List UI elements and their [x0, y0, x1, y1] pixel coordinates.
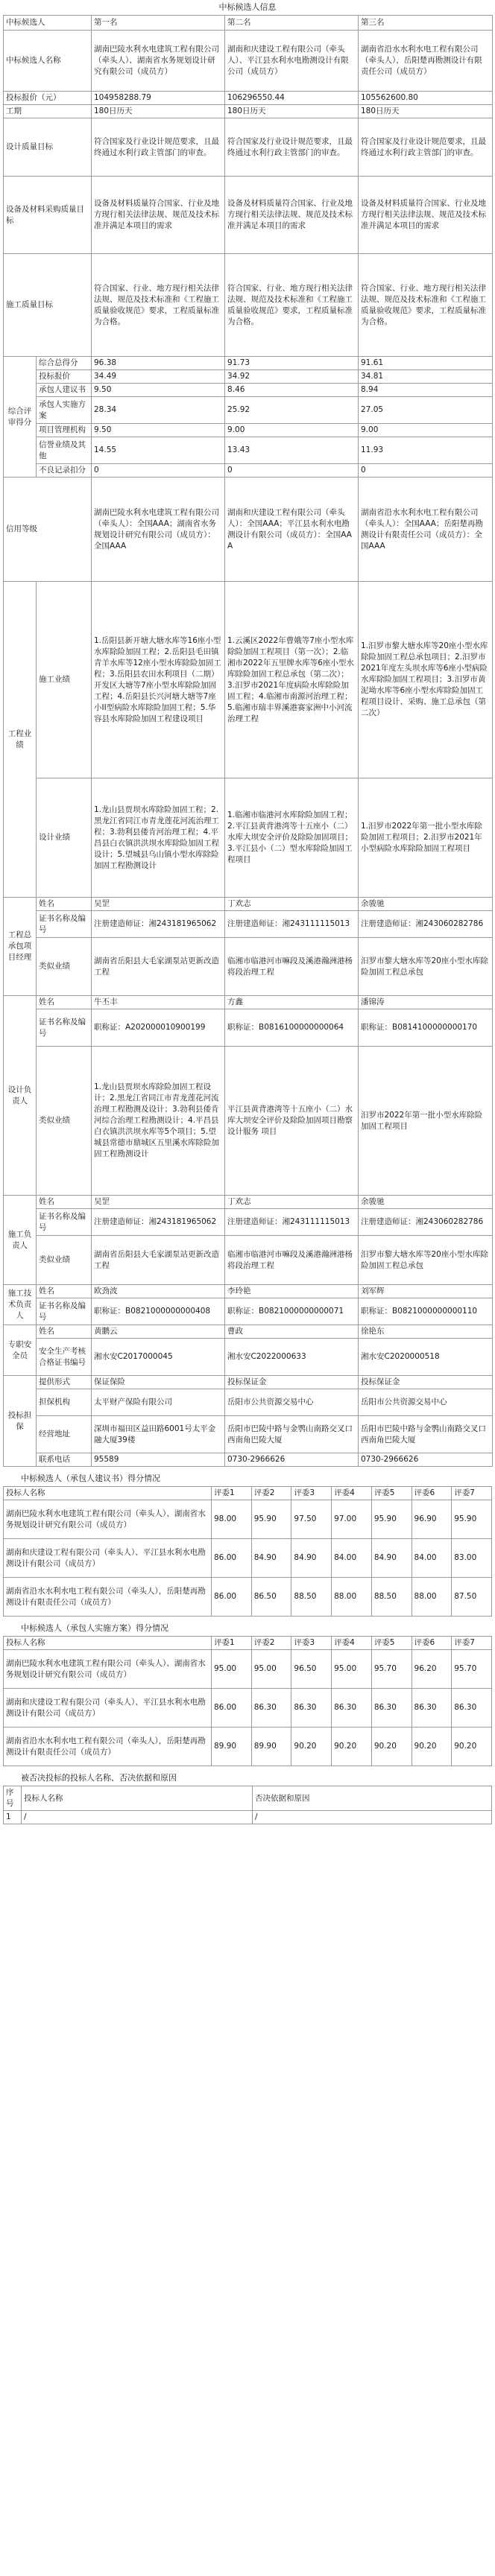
score-cell: 90.20 [371, 1728, 412, 1766]
score-cell: 90.20 [412, 1728, 452, 1766]
th: 评委5 [371, 1637, 412, 1650]
cell: 0 [359, 464, 493, 478]
score-row [4, 397, 493, 424]
cell: 1.龙山县贾坝水库除险加固工程设计；2.黑龙江省同江市青龙莲花河流治理工程勘测及设计；3.勃利县倭肯河综合治理工程勘测设计；4.平昌县白衣镇洪洪坝水库等5个项目；5.望城县常德市鼎城区五里溪水库除险加固工程勘测设计 [92, 1047, 225, 1196]
cell: 符合国家、行业、地方现行相关法律法规、规范及技术标准和《工程施工质量验收规范》要求，工程质量标准为合格。 [92, 254, 225, 357]
score-cell: 88.50 [371, 1578, 412, 1617]
cell: 设备及材料质量符合国家、行业及地方现行相关法律法规、规范及技术标准并满足本项目的需求 [225, 177, 359, 254]
pm-group-label: 工程总承包项目经理 [4, 898, 37, 996]
cell: 湖南省岳阳县大毛家湖泵站更新改造工程 [92, 938, 225, 996]
score-cell: 86.50 [251, 1578, 291, 1617]
score-row [4, 384, 493, 397]
pm-perf-label: 类似业绩 [37, 938, 92, 996]
cell: 注册建造师证：湘243181965062 [92, 1209, 225, 1236]
score-cell: 90.20 [332, 1728, 372, 1766]
cell: 注册建造师证：湘243181965062 [92, 911, 225, 938]
score-cell: 84.00 [332, 1539, 372, 1578]
bond-addr-row [4, 1416, 493, 1453]
score-cell: 86.00 [212, 1539, 252, 1578]
cell: 11.93 [359, 437, 493, 464]
cell: 黄鹏云 [92, 1325, 225, 1339]
cell: 投标保证金 [359, 1376, 493, 1389]
row-label: 投标报价（元） [4, 92, 92, 105]
cell: 1.云溪区2022年曹娥等7座小型水库除险加固工程项目（第一次）；2.临湘市2022年五里牌水库等6座小型水库除险加固工程总承包（第二次）；3.汨罗市2021年度病险水库除险加固工程；4.临湘市南源河治理工程；5.临湘市瑞丰界溪港赛家洲中小河流治理工程 [225, 582, 359, 778]
cell: 9.00 [359, 424, 493, 437]
cell: 汨罗市2022年第一批小型水库除险加固工程项目 [359, 1047, 493, 1196]
dl-cert-row [4, 1009, 493, 1047]
cell: 湘水安C2020000518 [359, 1339, 493, 1376]
cell: 职称证：B0821000000000071 [225, 1298, 359, 1325]
name-row [4, 31, 493, 92]
cell: 34.92 [225, 370, 359, 384]
tech-group-label: 施工技术负责人 [4, 1285, 37, 1325]
cell: 25.92 [225, 397, 359, 424]
score-cell: 90.20 [291, 1728, 332, 1766]
th: 否决依据和原因 [253, 1786, 492, 1811]
cell: 1.岳阳县新开塘大塘水库等16座小型水库除险加固工程；2.岳阳县毛田镇青羊水库等12座小型水库除险加固工程；3.岳阳县农田水利项目（二期）开发区大塘等7座小型水库除险加固工程；4.岳阳县长兴河塘大塘等7座小II型病险水库除险加固工程；5.华容县水库除险加固工程建设项目 [92, 582, 225, 778]
cell: 投标保证金 [225, 1376, 359, 1389]
cell: 潘锦涛 [359, 996, 493, 1009]
bond-tel-label: 联系电话 [37, 1453, 92, 1467]
reject-header-row [4, 1786, 492, 1811]
score-row [4, 357, 493, 370]
cell: 注册建造师证：湘243060282786 [359, 1209, 493, 1236]
row-label: 中标候选人名称 [4, 31, 92, 92]
header-c3: 第三名 [359, 16, 493, 31]
score-row [4, 370, 493, 384]
cell: 李玲艳 [225, 1285, 359, 1298]
safety-cert-label: 安全生产考核合格证书编号 [37, 1339, 92, 1376]
score-cell: 95.70 [371, 1650, 412, 1689]
score-label: 综合总得分 [37, 357, 92, 370]
row-label: 施工质量目标 [4, 254, 92, 357]
cell: 丁欢志 [225, 898, 359, 911]
score-cell: 84.90 [291, 1539, 332, 1578]
cell: 1.汨罗市黎大塘水库等20座小型水库除险加固工程总承包项目；2.汨罗市2021年度左头坝水库等6座小型病险水库除险加固工程项目；3.汨罗市黄泥坳水库等6座小型水库除险加固工程项目设计、采购、施工总承包（第二次） [359, 582, 493, 778]
score-cell: 86.30 [452, 1689, 492, 1728]
tech-cert-row [4, 1298, 493, 1325]
cell: 1.龙山县贾坝水库除险加固工程；2.黑龙江省同江市青龙莲花河流治理工程；3.勃利县倭肯河治理工程；4.平昌县白衣镇洪洪坝水库除险加固工程设计；5.望城县乌山镇小型水库除险加固工程勘测设计 [92, 778, 225, 898]
score-label: 承包人实施方案 [37, 397, 92, 424]
score-cell: 86.30 [332, 1689, 372, 1728]
score-cell: 89.90 [251, 1728, 291, 1766]
score-cell: 86.00 [212, 1578, 252, 1617]
score-cell: 90.20 [452, 1728, 492, 1766]
score2-header-row [4, 1637, 492, 1650]
th: 投标人名称 [4, 1637, 212, 1650]
period-row [4, 105, 493, 118]
main-caption: 中标候选人信息 [218, 2, 277, 12]
cell: 注册建造师证：湘243111115013 [225, 1209, 359, 1236]
score-row [4, 437, 493, 464]
cell: 8.94 [359, 384, 493, 397]
cell: 91.73 [225, 357, 359, 370]
cell: 湖南省沿水水利水电工程有限公司（牵头人）：全国AAA；岳阳楚再勘测设计有限责任公司（成员方）：全国AAA [359, 478, 493, 582]
score-cell: 84.90 [371, 1539, 412, 1578]
dl-name-row [4, 996, 493, 1009]
cell: 岳阳市公共资源交易中心 [225, 1389, 359, 1416]
perf-group-label: 工程业绩 [4, 582, 37, 898]
row-label: 设备及材料采购质量目标 [4, 177, 92, 254]
row-label: 信用等级 [4, 478, 92, 582]
cell: 职称证：A202000010900199 [92, 1009, 225, 1047]
row-label: 工期 [4, 105, 92, 118]
cell: 职称证：B0816100000000064 [225, 1009, 359, 1047]
score-cell: 86.30 [412, 1689, 452, 1728]
cell: 吴罡 [92, 1196, 225, 1209]
reject-reason: / [253, 1811, 492, 1824]
price-row [4, 92, 493, 105]
cell: 28.34 [92, 397, 225, 424]
cell: 0730-2966626 [359, 1453, 493, 1467]
th: 评委1 [212, 1487, 252, 1500]
cell: 丁欢志 [225, 1196, 359, 1209]
cell: 注册建造师证：湘243060282786 [359, 911, 493, 938]
bidder-name: 湖南和庆建设工程有限公司（牵头人）、平江县水利水电勘测设计有限公司（成员方） [4, 1539, 212, 1578]
score-cell: 88.00 [332, 1578, 372, 1617]
cell: 吴罡 [92, 898, 225, 911]
bidder-name: 湖南省沿水水利水电工程有限公司（牵头人），岳阳楚再勘测设计有限责任公司（成员方） [4, 1578, 212, 1617]
pm-name-row [4, 898, 493, 911]
score-cell: 88.50 [291, 1578, 332, 1617]
score2-row [4, 1650, 492, 1689]
safety-cert-row [4, 1339, 493, 1376]
cell: 符合国家及行业设计规范要求，且最终通过水利行政主管部门的审查。 [359, 118, 493, 177]
score-cell: 83.00 [452, 1539, 492, 1578]
cell: 0 [225, 464, 359, 478]
cell: 岳阳市巴陵中路与金鹗山南路交叉口西南角巴陵大厦 [225, 1416, 359, 1453]
cell: 太平财产保险有限公司 [92, 1389, 225, 1416]
score-cell: 98.00 [212, 1500, 252, 1539]
credit-row [4, 478, 493, 582]
th: 评委5 [371, 1487, 412, 1500]
header-c2: 第二名 [225, 16, 359, 31]
safety-group-label: 专职安全员 [4, 1325, 37, 1376]
score1-row [4, 1500, 492, 1539]
header-row [4, 16, 493, 31]
th: 评委7 [452, 1487, 492, 1500]
cell: 湖南和庆建设工程有限公司（牵头人）：全国AAA；平江县水利水电勘测设计有限公司（成员方）：全国AAA [225, 478, 359, 582]
th: 评委7 [452, 1637, 492, 1650]
cell: 平江县黄背港湾等十五座小（二）水库大坝安全评价及除险加固项目勘察设计服务 项目 [225, 1047, 359, 1196]
cl-group-label: 施工负责人 [4, 1196, 37, 1285]
cell: 岳阳市巴陵中路与金鹗山南路交叉口西南角巴陵大厦 [359, 1416, 493, 1453]
bond-form-row [4, 1376, 493, 1389]
score-cell: 97.00 [332, 1500, 372, 1539]
cell: 13.43 [225, 437, 359, 464]
th: 评委2 [251, 1487, 291, 1500]
cell: 深圳市福田区益田路6001号太平金融大厦39楼 [92, 1416, 225, 1453]
cl-name-row [4, 1196, 493, 1209]
cell: 临湘市临港河市嘛段及溪港瀚洲港杨将段治理工程 [225, 1236, 359, 1285]
dl-cert-label: 证书名称及编号 [37, 1009, 92, 1047]
cell: 湖南和庆建设工程有限公司（牵头人）、平江县水利水电勘测设计有限公司（成员方） [225, 31, 359, 92]
score-cell: 95.90 [371, 1500, 412, 1539]
cell: 95589 [92, 1453, 225, 1467]
cell: 余骏驰 [359, 1196, 493, 1209]
dl-name-label: 姓名 [37, 996, 92, 1009]
cell: 9.50 [92, 424, 225, 437]
cell: 34.81 [359, 370, 493, 384]
tech-name-label: 姓名 [37, 1285, 92, 1298]
perf-design-row [4, 778, 493, 898]
score-cell: 95.90 [452, 1500, 492, 1539]
cell: 湖南省岳阳县大毛家湖泵站更新改造工程 [92, 1236, 225, 1285]
score-label: 不良记录扣分 [37, 464, 92, 478]
cell: 湖南省沿水水利水电工程有限公司（牵头人），岳阳楚再勘测设计有限责任公司（成员方） [359, 31, 493, 92]
cell: 余骏驰 [359, 898, 493, 911]
score-cell: 95.00 [332, 1650, 372, 1689]
th: 评委6 [412, 1637, 452, 1650]
dl-perf-label: 类似业绩 [37, 1047, 92, 1196]
bond-org-label: 担保机构 [37, 1389, 92, 1416]
cell: 湘水安C2017000045 [92, 1339, 225, 1376]
reject-no: 1 [4, 1811, 22, 1824]
cell: 湖南巴陵水利水电建筑工程有限公司（牵头人）、湖南省水务规划设计研究有限公司（成员方） [92, 31, 225, 92]
cell: 岳阳市公共资源交易中心 [359, 1389, 493, 1416]
bond-form-label: 提供形式 [37, 1376, 92, 1389]
cell: 9.00 [225, 424, 359, 437]
th: 评委4 [332, 1487, 372, 1500]
design-row [4, 118, 493, 177]
cl-name-label: 姓名 [37, 1196, 92, 1209]
cell: 180日历天 [225, 105, 359, 118]
bond-tel-row [4, 1453, 493, 1467]
perf-design-label: 设计业绩 [37, 778, 92, 898]
score-cell: 89.90 [212, 1728, 252, 1766]
cell: 0730-2966626 [225, 1453, 359, 1467]
cell: 湖南巴陵水利水电建筑工程有限公司（牵头人）：全国AAA；湖南省水务规划设计研究有限公司（成员方）：全国AAA [92, 478, 225, 582]
cell: 职称证：B0821000000000408 [92, 1298, 225, 1325]
score1-header-row [4, 1487, 492, 1500]
cell: 符合国家及行业设计规范要求，且最终通过水利行政主管部门的审查。 [92, 118, 225, 177]
safety-name-label: 姓名 [37, 1325, 92, 1339]
score-cell: 86.00 [212, 1689, 252, 1728]
th: 评委6 [412, 1487, 452, 1500]
score-cell: 96.20 [412, 1650, 452, 1689]
score-row [4, 424, 493, 437]
bond-org-row [4, 1389, 493, 1416]
score-cell: 96.50 [291, 1650, 332, 1689]
cell: 106296550.44 [225, 92, 359, 105]
score-cell: 84.00 [412, 1539, 452, 1578]
score-group-label: 综合评审得分 [4, 357, 37, 478]
cell: 汨罗市黎大塘水库等20座小型水库除险加固工程总承包 [359, 938, 493, 996]
score-label: 承包人建议书 [37, 384, 92, 397]
score1-caption: 中标候选人（承包人建议书）得分情况 [21, 1473, 160, 1483]
th: 序号 [4, 1786, 22, 1811]
score-cell: 88.00 [412, 1578, 452, 1617]
tech-name-row [4, 1285, 493, 1298]
cl-cert-label: 证书名称及编号 [37, 1209, 92, 1236]
cell: 注册建造师证：湘243111115013 [225, 911, 359, 938]
th: 评委3 [291, 1637, 332, 1650]
cl-perf-row [4, 1236, 493, 1285]
document [3, 0, 492, 1824]
score-label: 项目管理机构 [37, 424, 92, 437]
pm-perf-row [4, 938, 493, 996]
bidder-name: 湖南和庆建设工程有限公司（牵头人）、平江县水利水电勘测设计有限公司（成员方） [4, 1689, 212, 1728]
score1-row [4, 1539, 492, 1578]
reject-name: / [22, 1811, 253, 1824]
perf-construct-row [4, 582, 493, 778]
cell: 欧劲波 [92, 1285, 225, 1298]
reject-row [4, 1811, 492, 1824]
cell: 96.38 [92, 357, 225, 370]
cell: 91.61 [359, 357, 493, 370]
score-cell: 87.50 [452, 1578, 492, 1617]
pm-cert-label: 证书名称及编号 [37, 911, 92, 938]
candidate-table [3, 15, 493, 1467]
cell: 180日历天 [359, 105, 493, 118]
cell: 设备及材料质量符合国家、行业及地方现行相关法律法规、规范及技术标准并满足本项目的需求 [92, 177, 225, 254]
cl-perf-label: 类似业绩 [37, 1236, 92, 1285]
cell: 汨罗市黎大塘水库等20座小型水库除险加固工程总承包 [359, 1236, 493, 1285]
score-cell: 86.30 [371, 1689, 412, 1728]
cell: 符合国家、行业、地方现行相关法律法规、规范及技术标准和《工程施工质量验收规范》要求，工程质量标准为合格。 [359, 254, 493, 357]
th: 评委1 [212, 1637, 252, 1650]
th: 评委4 [332, 1637, 372, 1650]
equip-row [4, 177, 493, 254]
bond-group-label: 投标担保 [4, 1376, 37, 1467]
row-label: 设计质量目标 [4, 118, 92, 177]
score-cell: 97.50 [291, 1500, 332, 1539]
th: 评委2 [251, 1637, 291, 1650]
tech-cert-label: 证书名称及编号 [37, 1298, 92, 1325]
cell: 职称证：B0814100000000170 [359, 1009, 493, 1047]
bidder-name: 湖南省沿水水利水电工程有限公司（牵头人），岳阳楚再勘测设计有限责任公司（成员方） [4, 1728, 212, 1766]
cell: 保证保险 [92, 1376, 225, 1389]
score-row [4, 464, 493, 478]
score-cell: 95.00 [212, 1650, 252, 1689]
cell: 104958288.79 [92, 92, 225, 105]
score-cell: 86.30 [291, 1689, 332, 1728]
cell: 湘水安C2022000633 [225, 1339, 359, 1376]
score1-row [4, 1578, 492, 1617]
cell: 34.49 [92, 370, 225, 384]
cell: 180日历天 [92, 105, 225, 118]
bond-addr-label: 经营地址 [37, 1416, 92, 1453]
cell: 符合国家及行业设计规范要求，且最终通过水利行政主管部门的审查。 [225, 118, 359, 177]
cell: 符合国家、行业、地方现行相关法律法规、规范及技术标准和《工程施工质量验收规范》要求，工程质量标准为合格。 [225, 254, 359, 357]
cell: 27.05 [359, 397, 493, 424]
pm-cert-row [4, 911, 493, 938]
bidder-name: 湖南巴陵水利水电建筑工程有限公司（牵头人）、湖南省水务规划设计研究有限公司（成员方） [4, 1500, 212, 1539]
score-cell: 96.90 [412, 1500, 452, 1539]
cl-cert-row [4, 1209, 493, 1236]
construct-row [4, 254, 493, 357]
cell: 14.55 [92, 437, 225, 464]
dl-perf-row [4, 1047, 493, 1196]
score-cell: 95.00 [251, 1650, 291, 1689]
cell: 105562600.80 [359, 92, 493, 105]
cell: 刘军辉 [359, 1285, 493, 1298]
perf-construct-label: 施工业绩 [37, 582, 92, 778]
header-c1: 第一名 [92, 16, 225, 31]
score2-row [4, 1728, 492, 1766]
cell: 设备及材料质量符合国家、行业及地方现行相关法律法规、规范及技术标准并满足本项目的需求 [359, 177, 493, 254]
cell: 徐艳东 [359, 1325, 493, 1339]
dl-group-label: 设计负责人 [4, 996, 37, 1196]
cell: 曹政 [225, 1325, 359, 1339]
pm-name-label: 姓名 [37, 898, 92, 911]
th: 投标人名称 [22, 1786, 253, 1811]
score-cell: 86.30 [251, 1689, 291, 1728]
reject-caption: 被否决投标的投标人名称、否决依据和原因 [21, 1773, 177, 1783]
safety-name-row [4, 1325, 493, 1339]
bidder-name: 湖南巴陵水利水电建筑工程有限公司（牵头人）、湖南省水务规划设计研究有限公司（成员方） [4, 1650, 212, 1689]
score2-row [4, 1689, 492, 1728]
cell: 牛丕丰 [92, 996, 225, 1009]
reject-table [3, 1786, 492, 1824]
score1-table [3, 1486, 492, 1617]
cell: 8.46 [225, 384, 359, 397]
th: 投标人名称 [4, 1487, 212, 1500]
cell: 1.临湘市临港河水库除险加固工程；2.平江县黄背港湾等十五座小（二）水库大坝安全评价及除险加固项目；3.平江县小（二）型水库除险加固工程项目 [225, 778, 359, 898]
cell: 职称证：B0821000000000110 [359, 1298, 493, 1325]
cell: 临湘市临港河市嘛段及溪港瀚洲港杨将段治理工程 [225, 938, 359, 996]
score-label: 投标报价 [37, 370, 92, 384]
header-label: 中标候选人 [4, 16, 92, 31]
cell: 0 [92, 464, 225, 478]
score-cell: 95.70 [452, 1650, 492, 1689]
score2-caption: 中标候选人（承包人实施方案）得分情况 [21, 1623, 168, 1633]
score-cell: 84.90 [251, 1539, 291, 1578]
score2-table [3, 1636, 492, 1766]
th: 评委3 [291, 1487, 332, 1500]
cell: 1.汨罗市2022年第一批小型水库除险加固工程项目；2.汨罗市2021年小型病险水库除险加固工程项目 [359, 778, 493, 898]
cell: 方鑫 [225, 996, 359, 1009]
score-label: 信誉业绩及其他 [37, 437, 92, 464]
score-cell: 95.90 [251, 1500, 291, 1539]
cell: 9.50 [92, 384, 225, 397]
